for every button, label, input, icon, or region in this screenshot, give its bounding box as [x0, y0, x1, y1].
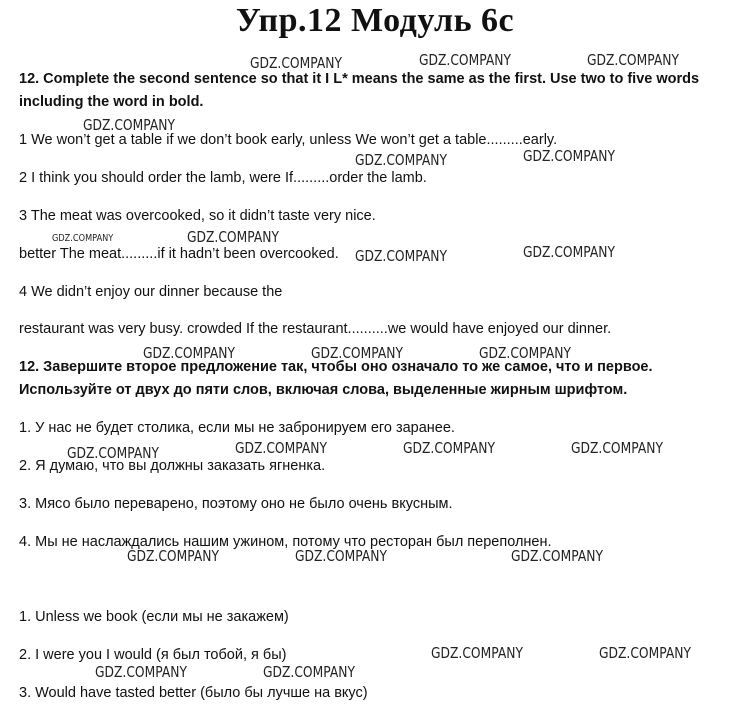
watermark: GDZ.COMPANY [263, 663, 355, 681]
task-instruction-en: 12. Complete the second sentence so that it I L* means the same as the first. Use two to five words [19, 71, 700, 87]
task-instruction-ru-cont: Используйте от двух до пяти слов, включая слова, выделенные жирным шрифтом. [19, 382, 628, 398]
watermark: GDZ.COMPANY [250, 54, 342, 72]
page-title: Упр.12 Модуль 6с [235, 2, 515, 39]
watermark: GDZ.COMPANY [523, 147, 615, 165]
sentence-1-ru: 1. У нас не будет столика, если мы не забронируем его заранее. [19, 420, 455, 436]
watermark: GDZ.COMPANY [599, 644, 691, 662]
watermark: GDZ.COMPANY [355, 247, 447, 265]
watermark: GDZ.COMPANY [419, 51, 511, 69]
answer-1: 1. Unless we book (если мы не закажем) [19, 609, 289, 625]
sentence-1-en: 1 We won’t get a table if we don’t book early, unless We won’t get a table.........early. [19, 132, 558, 148]
task-instruction-en-cont: including the word in bold. [19, 94, 204, 110]
watermark: GDZ.COMPANY [143, 344, 235, 362]
sentence-3-en: 3 The meat was overcooked, so it didn’t taste very nice. [19, 208, 376, 224]
watermark: GDZ.COMPANY [235, 439, 327, 457]
sentence-2-ru: 2. Я думаю, что вы должны заказать ягненка. [19, 458, 326, 474]
watermark: GDZ.COMPANY [295, 547, 387, 565]
watermark: GDZ.COMPANY [67, 444, 159, 462]
sentence-4-en: 4 We didn’t enjoy our dinner because the [19, 284, 283, 300]
watermark: GDZ.COMPANY [431, 644, 523, 662]
watermark: GDZ.COMPANY [587, 51, 679, 69]
sentence-4-ru: 4. Мы не наслаждались нашим ужином, потому что ресторан был переполнен. [19, 534, 552, 550]
sentence-4-en-cont: restaurant was very busy. crowded If the restaurant..........we would have enjoyed our dinner. [19, 321, 612, 337]
watermark: GDZ.COMPANY [83, 116, 175, 134]
answer-3: 3. Would have tasted better (было бы лучше на вкус) [19, 685, 368, 701]
watermark: GDZ.COMPANY [52, 233, 114, 244]
watermark: GDZ.COMPANY [511, 547, 603, 565]
task-instruction-ru: 12. Завершите второе предложение так, чтобы оно означало то же самое, что и первое. [19, 359, 653, 375]
watermark: GDZ.COMPANY [187, 228, 279, 246]
watermark: GDZ.COMPANY [479, 344, 571, 362]
sentence-2-en: 2 I think you should order the lamb, were If.........order the lamb. [19, 170, 427, 186]
watermark: GDZ.COMPANY [95, 663, 187, 681]
answer-2: 2. I were you I would (я был тобой, я бы) [19, 647, 287, 663]
watermark: GDZ.COMPANY [571, 439, 663, 457]
sentence-3-ru: 3. Мясо было переварено, поэтому оно не было очень вкусным. [19, 496, 453, 512]
sentence-3-en-cont: better The meat.........if it hadn’t been overcooked. [19, 246, 339, 262]
watermark: GDZ.COMPANY [403, 439, 495, 457]
watermark: GDZ.COMPANY [355, 151, 447, 169]
watermark: GDZ.COMPANY [523, 243, 615, 261]
watermark: GDZ.COMPANY [311, 344, 403, 362]
watermark: GDZ.COMPANY [127, 547, 219, 565]
